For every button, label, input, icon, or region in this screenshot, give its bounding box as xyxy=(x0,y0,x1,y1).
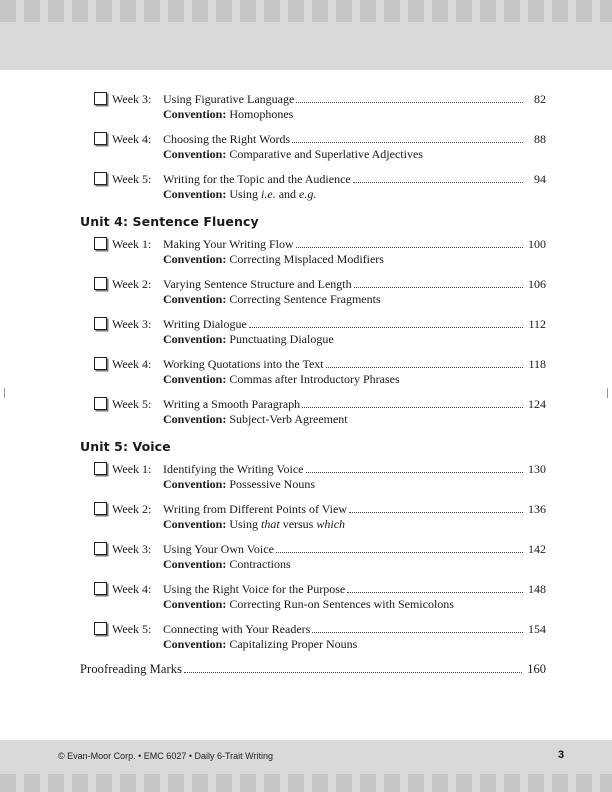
header-band xyxy=(0,0,612,70)
lesson-title: Writing Dialogue xyxy=(163,317,247,331)
toc-entry xyxy=(94,92,546,122)
week-label: Week 1: xyxy=(112,462,152,476)
toc-entry xyxy=(94,237,546,267)
dot-leader xyxy=(302,407,523,408)
dot-leader xyxy=(276,552,523,553)
toc-entry xyxy=(94,582,546,612)
convention-text-middle: and xyxy=(275,187,300,201)
convention-text: Using xyxy=(226,187,262,201)
page-number: 160 xyxy=(527,662,546,676)
toc-entry xyxy=(94,317,546,347)
convention-line xyxy=(94,557,546,572)
crop-mark-right xyxy=(607,388,608,398)
lesson-title: Writing for the Topic and the Audience xyxy=(163,172,351,186)
convention-line xyxy=(94,637,546,652)
lesson-title: Making Your Writing Flow xyxy=(163,237,294,251)
week-label: Week 1: xyxy=(112,237,152,251)
convention-label: Convention: xyxy=(163,107,227,121)
unit-heading: Unit 5: Voice xyxy=(80,439,171,454)
checkbox[interactable] xyxy=(94,237,107,250)
proofreading-marks-entry xyxy=(80,662,546,677)
toc-sections xyxy=(80,92,546,652)
toc-entry-line xyxy=(94,277,546,292)
convention-label: Convention: xyxy=(163,332,227,346)
dot-leader xyxy=(354,287,523,288)
proofreading-title: Proofreading Marks xyxy=(80,662,183,676)
crop-mark-left xyxy=(4,388,5,398)
footer-copyright: © Evan-Moor Corp. • EMC 6027 • Daily 6-Trait Writing xyxy=(58,751,273,761)
lesson-title: Using Your Own Voice xyxy=(163,542,274,556)
dot-leader xyxy=(347,592,523,593)
dot-leader xyxy=(296,102,523,103)
toc-entry-line xyxy=(94,622,546,637)
toc-entry-line xyxy=(94,317,546,332)
convention-label: Convention: xyxy=(163,597,227,611)
page-number: 154 xyxy=(528,622,546,636)
footer-page-number: 3 xyxy=(558,749,565,761)
toc-entry-line xyxy=(94,92,546,107)
header-stripes xyxy=(0,0,612,22)
toc-entry-line xyxy=(94,357,546,372)
lesson-title: Using Figurative Language xyxy=(163,92,295,106)
convention-italic-second: e.g. xyxy=(299,187,317,201)
lesson-title: Varying Sentence Structure and Length xyxy=(163,277,352,291)
checkbox[interactable] xyxy=(94,357,107,370)
page-number: 124 xyxy=(528,397,546,411)
lesson-title: Working Quotations into the Text xyxy=(163,357,324,371)
convention-italic: i.e. xyxy=(261,187,276,201)
convention-text: Commas after Introductory Phrases xyxy=(226,372,400,386)
convention-line xyxy=(94,147,546,162)
convention-text: Capitalizing Proper Nouns xyxy=(226,637,358,651)
convention-line xyxy=(94,187,546,202)
toc-entry-line xyxy=(94,542,546,557)
lesson-title: Identifying the Writing Voice xyxy=(163,462,304,476)
convention-text: Contractions xyxy=(226,557,291,571)
convention-label: Convention: xyxy=(163,412,227,426)
convention-line xyxy=(94,412,546,427)
lesson-title: Writing from Different Points of View xyxy=(163,502,347,516)
toc-entry xyxy=(94,357,546,387)
checkbox[interactable] xyxy=(94,172,107,185)
checkbox[interactable] xyxy=(94,132,107,145)
page-number: 148 xyxy=(528,582,546,596)
toc-entry xyxy=(94,542,546,572)
convention-line xyxy=(94,252,546,267)
checkbox[interactable] xyxy=(94,317,107,330)
week-label: Week 5: xyxy=(112,172,152,186)
convention-text: Correcting Run-on Sentences with Semicolons xyxy=(226,597,454,611)
toc-entry xyxy=(94,502,546,532)
convention-text: Using xyxy=(226,517,262,531)
checkbox[interactable] xyxy=(94,462,107,475)
page-number: 112 xyxy=(528,317,546,331)
dot-leader xyxy=(349,512,523,513)
convention-text: Possessive Nouns xyxy=(226,477,316,491)
dot-leader xyxy=(249,327,523,328)
footer-stripes xyxy=(0,774,612,792)
toc-entry xyxy=(94,462,546,492)
dot-leader xyxy=(326,367,523,368)
week-label: Week 3: xyxy=(112,542,152,556)
week-label: Week 4: xyxy=(112,582,152,596)
convention-line xyxy=(94,107,546,122)
convention-italic-second: which xyxy=(316,517,346,531)
week-label: Week 2: xyxy=(112,502,152,516)
dot-leader xyxy=(306,472,524,473)
convention-label: Convention: xyxy=(163,147,227,161)
convention-line xyxy=(94,332,546,347)
footer-band xyxy=(0,740,612,792)
toc-entry-line xyxy=(94,132,546,147)
checkbox[interactable] xyxy=(94,277,107,290)
convention-line xyxy=(94,292,546,307)
week-label: Week 5: xyxy=(112,397,152,411)
checkbox[interactable] xyxy=(94,542,107,555)
week-label: Week 3: xyxy=(112,317,152,331)
convention-text: Subject-Verb Agreement xyxy=(226,412,348,426)
unit-heading: Unit 4: Sentence Fluency xyxy=(80,214,259,229)
table-of-contents xyxy=(80,92,546,677)
toc-entry xyxy=(94,622,546,652)
convention-label: Convention: xyxy=(163,372,227,386)
toc-entry-line xyxy=(94,237,546,252)
page-number: 88 xyxy=(534,132,546,146)
convention-label: Convention: xyxy=(163,187,227,201)
lesson-title: Writing a Smooth Paragraph xyxy=(163,397,301,411)
checkbox[interactable] xyxy=(94,582,107,595)
page-number: 142 xyxy=(528,542,546,556)
lesson-title: Choosing the Right Words xyxy=(163,132,291,146)
page-number: 94 xyxy=(534,172,546,186)
page-number: 106 xyxy=(528,277,546,291)
week-label: Week 4: xyxy=(112,132,152,146)
convention-label: Convention: xyxy=(163,637,227,651)
page-number: 100 xyxy=(528,237,546,251)
lesson-title: Using the Right Voice for the Purpose xyxy=(163,582,346,596)
convention-text: Correcting Misplaced Modifiers xyxy=(226,252,384,266)
week-label: Week 3: xyxy=(112,92,152,106)
page-number: 136 xyxy=(528,502,546,516)
week-label: Week 5: xyxy=(112,622,152,636)
convention-italic: that xyxy=(261,517,280,531)
toc-entry xyxy=(94,132,546,162)
convention-line xyxy=(94,477,546,492)
convention-label: Convention: xyxy=(163,252,227,266)
toc-entry-line xyxy=(94,502,546,517)
checkbox[interactable] xyxy=(94,92,107,105)
convention-label: Convention: xyxy=(163,557,227,571)
convention-line xyxy=(94,372,546,387)
week-label: Week 4: xyxy=(112,357,152,371)
toc-entry-line xyxy=(94,397,546,412)
convention-label: Convention: xyxy=(163,292,227,306)
convention-line xyxy=(94,597,546,612)
dot-leader xyxy=(292,142,523,143)
toc-entry xyxy=(94,172,546,202)
toc-entry-line xyxy=(94,172,546,187)
convention-label: Convention: xyxy=(163,477,227,491)
toc-entry-line xyxy=(94,582,546,597)
convention-text-middle: versus xyxy=(279,517,317,531)
dot-leader xyxy=(353,182,523,183)
lesson-title: Connecting with Your Readers xyxy=(163,622,311,636)
dot-leader xyxy=(296,247,523,248)
toc-entry xyxy=(94,277,546,307)
convention-line xyxy=(94,517,546,532)
toc-entry-line xyxy=(94,462,546,477)
convention-label: Convention: xyxy=(163,517,227,531)
convention-text: Correcting Sentence Fragments xyxy=(226,292,381,306)
convention-text: Homophones xyxy=(226,107,294,121)
convention-text: Punctuating Dialogue xyxy=(226,332,334,346)
toc-entry xyxy=(94,397,546,427)
checkbox[interactable] xyxy=(94,397,107,410)
week-label: Week 2: xyxy=(112,277,152,291)
page-number: 130 xyxy=(528,462,546,476)
checkbox[interactable] xyxy=(94,622,107,635)
page-number: 82 xyxy=(534,92,546,106)
checkbox[interactable] xyxy=(94,502,107,515)
page-number: 118 xyxy=(528,357,546,371)
convention-text: Comparative and Superlative Adjectives xyxy=(226,147,423,161)
dot-leader xyxy=(184,672,522,673)
dot-leader xyxy=(312,632,523,633)
